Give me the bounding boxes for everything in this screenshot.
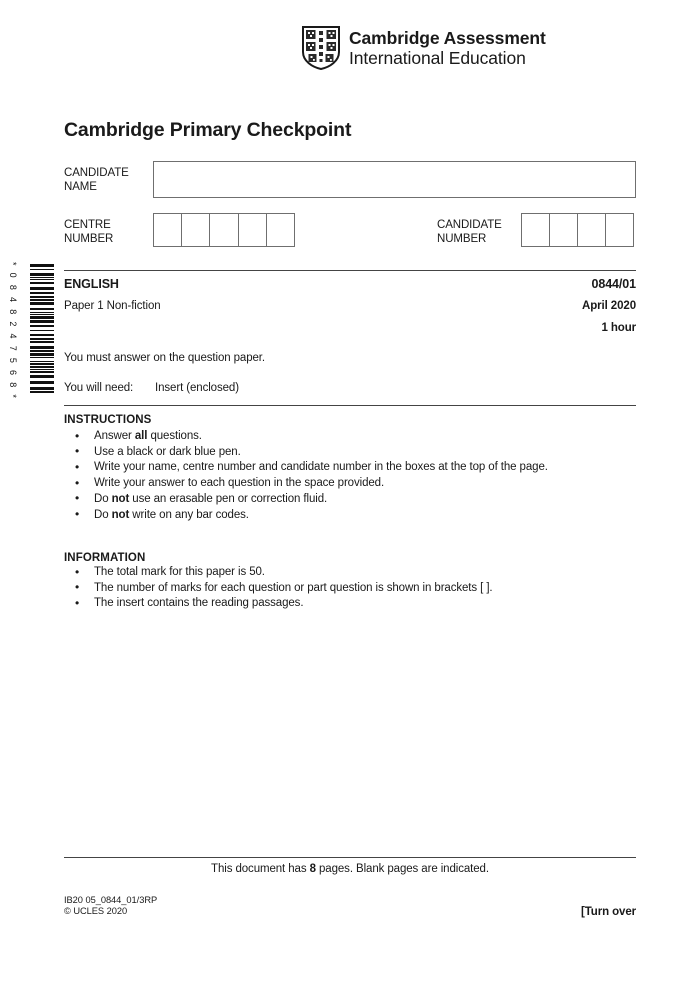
barcode-bar <box>30 325 54 327</box>
centre-number-cell[interactable] <box>266 213 295 247</box>
barcode-bar <box>30 269 54 270</box>
information-list <box>64 565 636 612</box>
barcode-bar <box>30 320 54 323</box>
subject-row-primary <box>64 277 636 291</box>
list-item-text-tail: questions. <box>147 430 202 442</box>
list-item-text: Do <box>94 492 112 505</box>
barcode-bar <box>30 279 54 280</box>
barcode-bar <box>30 312 54 313</box>
barcode-bar <box>30 381 54 384</box>
list-item <box>64 445 636 461</box>
document-pages-pre: This document has <box>211 863 310 875</box>
barcode-bar <box>30 361 54 362</box>
divider-bottom <box>64 857 636 858</box>
will-need-value: Insert (enclosed) <box>155 382 239 394</box>
candidate-name-input[interactable] <box>153 161 636 198</box>
list-item <box>64 508 636 524</box>
barcode-digit: * <box>8 394 18 398</box>
centre-number-label <box>64 218 113 246</box>
barcode-bar <box>30 264 54 267</box>
list-item-emphasis: not <box>111 492 130 505</box>
list-item-text: Answer <box>94 430 135 442</box>
barcode-digit: 8 <box>8 309 18 315</box>
barcode-bar <box>30 375 54 378</box>
list-item-text-tail: use an erasable pen or correction fluid. <box>129 492 328 505</box>
barcode-bar <box>30 357 54 358</box>
centre-number-input-group <box>153 213 295 247</box>
barcode-bars-icon <box>30 264 54 396</box>
candidate-name-label-line-1: CANDIDATE <box>64 167 129 179</box>
barcode-bar <box>30 350 54 352</box>
barcode-digit: 6 <box>8 370 18 376</box>
brand-line-2: International Education <box>349 48 526 68</box>
list-item-text: The insert contains the reading passages. <box>94 597 304 610</box>
barcode-bar <box>30 314 54 315</box>
barcode-digit: 4 <box>8 333 18 339</box>
list-item <box>64 492 636 508</box>
barcode-bar <box>30 296 54 298</box>
barcode-digit: 5 <box>8 357 18 363</box>
instructions-list <box>64 429 636 523</box>
barcode-digit: 0 <box>8 272 18 278</box>
will-need-note <box>64 382 239 394</box>
list-item-text: Do <box>94 508 112 521</box>
paper-name: Paper 1 Non-fiction <box>64 300 161 312</box>
list-item <box>64 596 636 612</box>
list-item <box>64 565 636 581</box>
barcode-digits <box>6 262 20 398</box>
information-heading: INFORMATION <box>64 552 146 564</box>
barcode-digit: 2 <box>8 321 18 327</box>
list-item <box>64 429 636 445</box>
centre-number-cell[interactable] <box>238 213 267 247</box>
barcode-bar <box>30 341 54 343</box>
document-pages-post: pages. Blank pages are indicated. <box>315 863 489 875</box>
barcode-digit: 8 <box>8 284 18 290</box>
barcode-bar <box>30 292 54 294</box>
list-item-emphasis: not <box>111 508 130 521</box>
candidate-number-label-line-2: NUMBER <box>437 233 487 245</box>
list-item-text-tail: write on any bar codes. <box>129 508 249 521</box>
brand-wordmark <box>349 28 546 69</box>
subject-row-secondary <box>64 300 636 312</box>
barcode-digit: 4 <box>8 297 18 303</box>
barcode-bar <box>30 316 54 319</box>
list-item <box>64 476 636 492</box>
barcode-bar <box>30 387 54 390</box>
barcode-bar <box>30 277 54 278</box>
divider-middle <box>64 405 636 406</box>
candidate-number-input-group <box>521 213 634 247</box>
answer-on-note: You must answer on the question paper. <box>64 352 265 364</box>
list-item-text: Use a black or dark blue pen. <box>94 445 241 458</box>
cambridge-shield-crest-icon <box>302 26 340 70</box>
will-need-label: You will need: <box>64 382 134 394</box>
centre-number-cell[interactable] <box>153 213 182 247</box>
candidate-number-label-line-1: CANDIDATE <box>437 219 502 231</box>
page-title: Cambridge Primary Checkpoint <box>64 119 352 141</box>
barcode-bar <box>30 287 54 290</box>
footer-copyright: © UCLES 2020 <box>64 906 128 916</box>
centre-number-label-line-1: CENTRE <box>64 219 111 231</box>
barcode-bar <box>30 369 54 370</box>
brand-line-1: Cambridge Assessment <box>349 27 546 48</box>
barcode-digit: 7 <box>8 345 18 351</box>
barcode-digit: * <box>8 262 18 266</box>
barcode-bar <box>30 391 54 393</box>
centre-number-cell[interactable] <box>209 213 238 247</box>
document-pages-note <box>64 863 636 875</box>
divider-top <box>64 270 636 271</box>
list-item-text: The number of marks for each question or part question is shown in brackets [ ]. <box>94 581 493 594</box>
list-item-text: Write your name, centre number and candidate number in the boxes at the top of the page. <box>94 461 548 474</box>
barcode-bar <box>30 334 54 336</box>
candidate-number-cell[interactable] <box>521 213 550 247</box>
candidate-name-label <box>64 166 129 194</box>
barcode-bar <box>30 338 54 340</box>
subject-name: ENGLISH <box>64 277 119 291</box>
barcode-digit: 8 <box>8 382 18 388</box>
barcode-bar <box>30 330 54 331</box>
barcode-bar <box>30 366 54 368</box>
barcode-bar <box>30 299 54 301</box>
barcode-bar <box>30 363 54 365</box>
barcode-bar <box>30 273 54 276</box>
barcode-bar <box>30 282 54 284</box>
list-item-emphasis: all <box>134 430 148 442</box>
centre-number-cell[interactable] <box>181 213 210 247</box>
list-item <box>64 460 636 476</box>
list-item-text: The total mark for this paper is 50. <box>94 566 265 578</box>
instructions-heading: INSTRUCTIONS <box>64 414 152 426</box>
list-item-text: Write your answer to each question in the space provided. <box>94 477 385 490</box>
candidate-number-cell[interactable] <box>605 213 634 247</box>
footer-codes <box>64 895 157 917</box>
exam-duration: 1 hour <box>601 322 636 334</box>
candidate-number-cell[interactable] <box>577 213 606 247</box>
document-pages-count: 8 <box>309 863 316 875</box>
barcode-bar <box>30 308 54 310</box>
candidate-name-label-line-2: NAME <box>64 181 97 193</box>
centre-number-label-line-2: NUMBER <box>64 233 114 245</box>
exam-session: April 2020 <box>582 300 636 312</box>
list-item <box>64 581 636 597</box>
barcode-bar <box>30 371 54 373</box>
subject-row-duration <box>64 318 636 336</box>
turn-over-note: [Turn over <box>580 906 636 918</box>
candidate-number-cell[interactable] <box>549 213 578 247</box>
footer-code-line-1: IB20 05_0844_01/3RP <box>64 895 158 905</box>
subject-code: 0844/01 <box>591 277 636 291</box>
barcode-bar <box>30 302 54 305</box>
barcode-bar <box>30 353 54 356</box>
brand-logo <box>302 26 546 70</box>
barcode-bar <box>30 346 54 349</box>
barcode <box>6 262 56 398</box>
candidate-number-label <box>437 218 502 246</box>
